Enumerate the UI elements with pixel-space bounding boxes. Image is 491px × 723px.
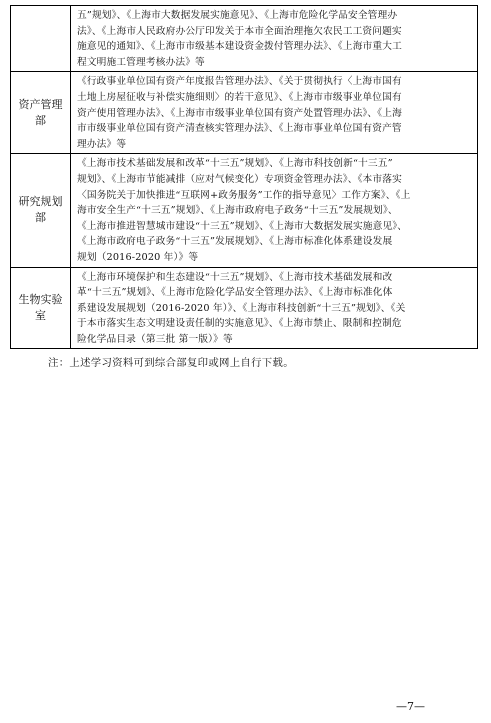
documents-line: 《行政事业单位国有资产年度报告管理办法》、《关于贯彻执行〈上海市国有 — [77, 76, 402, 88]
documents-line: 《上海市推进智慧城市建设“十三五”规划》、《上海市大数据发展实施意见》、 — [77, 220, 408, 232]
table-row-asset-management — [11, 72, 478, 154]
documents-line: 理办法》等 — [77, 138, 127, 150]
documents-line: 土地上房屋征收与补偿实施细则〉的若干意见》、《上海市市级事业单位国有 — [77, 91, 402, 103]
download-note: 注：上述学习资料可到综合部复印或网上自行下载。 — [48, 357, 294, 369]
page-number: —7— — [396, 700, 425, 713]
documents-cell — [71, 267, 478, 349]
table-row-continued — [11, 6, 478, 72]
documents-line: 施意见的通知》、《上海市市级基本建设资金拨付管理办法》、《上海市重大工 — [77, 41, 402, 53]
documents-cell — [71, 72, 478, 154]
documents-line: 系建设发展规划（2016-2020 年）》、《上海市科技创新“十三五”规划》、《关 — [77, 302, 406, 314]
department-cell — [11, 6, 71, 72]
documents-line: 五”规划》、《上海市大数据发展实施意见》、《上海市危险化学品安全管理办 — [77, 10, 398, 21]
documents-line: 海市安全生产“十三五”规划》、《上海市政府电子政务“十三五”发展规划》、 — [77, 205, 398, 217]
documents-line: 程文明施工管理考核办法》等 — [77, 56, 205, 68]
documents-line: 资产使用管理办法》、《上海市市级事业单位国有资产处置管理办法》、《上海 — [77, 107, 402, 119]
documents-line: 市市级事业单位国有资产清查核实管理办法》、《上海市事业单位国有资产管 — [77, 123, 402, 135]
documents-line: 《上海市技术基础发展和改革“十三五”规划》、《上海市科技创新“十三五” — [77, 158, 393, 170]
department-cell — [11, 154, 71, 267]
documents-cell — [71, 6, 478, 72]
documents-line: 〈国务院关于加快推进“互联网+政务服务”工作的指导意见〉工作方案》、《上 — [77, 189, 411, 201]
documents-line: 于本市落实生态文明建设责任制的实施意见》、《上海市禁止、限制和控制危 — [77, 318, 402, 330]
department-cell — [11, 267, 71, 349]
department-cell — [11, 72, 71, 154]
documents-line: 《上海市政府电子政务“十三五”发展规划》、《上海市标准化体系建设发展 — [77, 236, 393, 248]
documents-line: 《上海市环境保护和生态建设“十三五”规划》、《上海市技术基础发展和改 — [77, 271, 393, 283]
study-materials-table — [10, 5, 478, 349]
documents-line: 险化学品目录（第三批 第一版）》等 — [77, 333, 233, 345]
documents-line: 法》、《上海市人民政府办公厅印发关于本市全面治理拖欠农民工工资问题实 — [77, 25, 402, 37]
department-label: 资产管理部 — [18, 97, 63, 127]
department-label: 生物实验室 — [18, 292, 63, 322]
documents-line: 革“十三五”规划》、《上海市危险化学品安全管理办法》、《上海市标准化体 — [77, 287, 393, 299]
department-label: 研究规划部 — [18, 195, 63, 225]
documents-line: 规划》、《上海市节能减排（应对气候变化）专项资金管理办法》、《本市落实 — [77, 173, 402, 185]
table-row-research-planning — [11, 154, 478, 267]
table-row-bio-lab — [11, 267, 478, 349]
documents-line: 规划（2016-2020 年）》等 — [77, 251, 199, 263]
documents-cell — [71, 154, 478, 267]
